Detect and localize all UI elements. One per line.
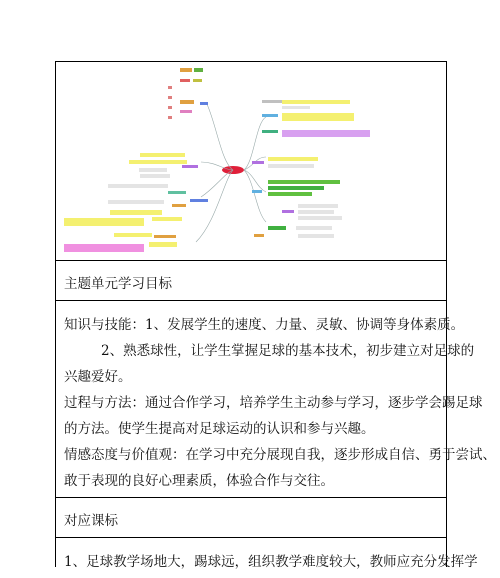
- mindmap-cell: [56, 62, 446, 261]
- mindmap-diagram: [56, 62, 446, 260]
- document-table: [55, 61, 496, 570]
- learning-goals-content: [56, 301, 496, 498]
- goal-knowledge-skills: 知识与技能：1、发展学生的速度、力量、灵敏、协调等身体素质。: [64, 317, 465, 333]
- section-header-learning-goals: [56, 261, 446, 301]
- section-title: 主题单元学习目标: [64, 276, 172, 292]
- goal-emotion-values: 情感态度与价值观：在学习中充分展现自我，逐步形成自信、勇于尝试、: [64, 447, 496, 463]
- standard-item-1: 1、足球教学场地大，踢球远，组织教学难度较大，教师应充分发挥学: [64, 554, 478, 570]
- curriculum-standards-content: [56, 538, 478, 578]
- section-title: 对应课标: [64, 513, 118, 529]
- goal-process-methods-cont: 的方法。使学生提高对足球运动的认识和参与兴趣。: [64, 421, 375, 437]
- goal-knowledge-skills-2-cont: 兴趣爱好。: [64, 369, 132, 385]
- goal-emotion-values-cont: 敢于表现的良好心理素质，体验合作与交往。: [64, 473, 334, 489]
- goal-process-methods: 过程与方法：通过合作学习，培养学生主动参与学习，逐步学会踢足球: [64, 395, 483, 411]
- section-header-curriculum-standards: [56, 498, 446, 538]
- goal-knowledge-skills-2: 2、熟悉球性，让学生掌握足球的基本技术，初步建立对足球的: [101, 343, 475, 359]
